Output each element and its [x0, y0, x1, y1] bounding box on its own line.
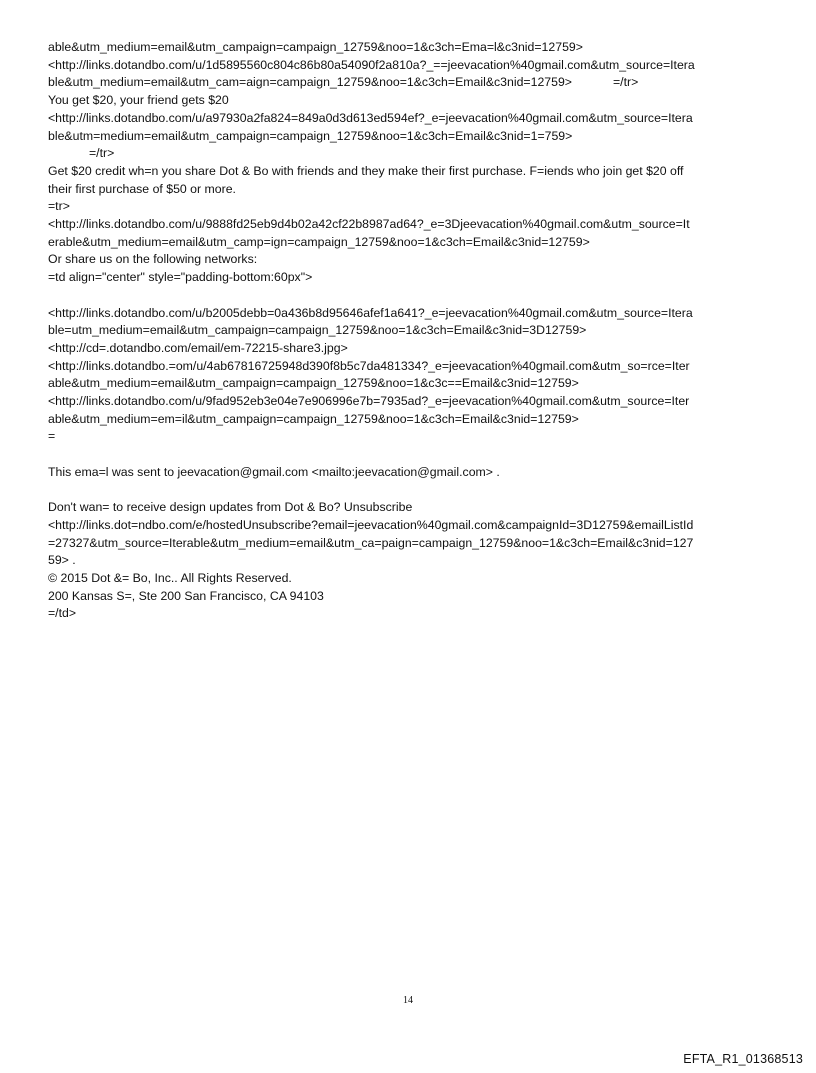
text-line: Or share us on the following networks:: [48, 252, 258, 267]
text-line: able&utm_medium=email&utm_campaign=campaign_12759&noo=1&c3c==Email&c3nid=12759>: [48, 376, 579, 391]
image-link[interactable]: <http://cd=.dotandbo.com/email/em-72215-share3.jpg>: [48, 340, 348, 355]
text-line: able&utm_medium=em=il&utm_campaign=campaign_12759&noo=1&c3ch=Email&c3nid=12759>: [48, 411, 579, 426]
text-line: ble&utm_medium=email&utm_cam=aign=campaign_12759&noo=1&c3ch=Email&c3nid=12759> =/tr>: [48, 75, 639, 90]
text-line: =/td>: [48, 606, 77, 621]
blank-line: [48, 482, 778, 500]
blank-line: [48, 287, 778, 305]
address-line: 200 Kansas S=, Ste 200 San Francisco, CA 94103: [48, 588, 324, 603]
text-line: =tr>: [48, 199, 70, 214]
tracking-link[interactable]: <http://links.dotandbo.com/u/a97930a2fa824=849a0d3d613ed594ef?_e=jeevacation%40gmail.com&utm_source=Itera: [48, 110, 693, 125]
copyright-line: © 2015 Dot &= Bo, Inc.. All Rights Reserved.: [48, 571, 292, 586]
text-line: their first purchase of $50 or more.: [48, 181, 236, 196]
unsubscribe-prompt: Don't wan= to receive design updates from Dot & Bo? Unsubscribe: [48, 500, 413, 515]
text-line: 59> .: [48, 553, 76, 568]
text-line: ble=utm_medium=email&utm_campaign=campaign_12759&noo=1&c3ch=Email&c3nid=3D12759>: [48, 323, 587, 338]
text-line: erable&utm_medium=email&utm_camp=ign=campaign_12759&noo=1&c3ch=Email&c3nid=12759>: [48, 234, 590, 249]
unsubscribe-link[interactable]: <http://links.dot=ndbo.com/e/hostedUnsubscribe?email=jeevacation%40gmail.com&campaignId=3D12759&emailListId: [48, 517, 694, 532]
text-line: =/tr>: [48, 146, 115, 161]
text-line: able&utm_medium=email&utm_campaign=campaign_12759&noo=1&c3ch=Ema=l&c3nid=12759>: [48, 40, 583, 54]
text-line: =td align="center" style="padding-bottom:60px">: [48, 270, 313, 285]
text-line: =: [48, 429, 56, 444]
tracking-link[interactable]: <http://links.dotandbo.com/u/b2005debb=0a436b8d95646afef1a641?_e=jeevacation%40gmail.com&utm_source=Itera: [48, 305, 693, 320]
tracking-link[interactable]: <http://links.dotandbo.com/u/1d5895560c804c86b80a54090f2a810a?_==jeevacation%40gmail.com&utm_source=Itera: [48, 57, 695, 72]
text-line: You get $20, your friend gets $20: [48, 93, 229, 108]
tracking-link[interactable]: <http://links.dotandbo.=om/u/4ab67816725948d390f8b5c7da481334?_e=jeevacation%40gmail.com&utm_so=rce=Iter: [48, 358, 690, 373]
tracking-link[interactable]: <http://links.dotandbo.com/u/9fad952eb3e04e7e906996e7b=7935ad?_e=jeevacation%40gmail.com&utm_source=Iter: [48, 394, 690, 409]
recipient-notice: This ema=l was sent to jeevacation@gmail.com <mailto:jeevacation@gmail.com> .: [48, 464, 500, 479]
tracking-link[interactable]: <http://links.dotandbo.com/u/9888fd25eb9d4b02a42cf22b8987ad64?_e=3Djeevacation%40gmail.com&utm_source=It: [48, 217, 690, 232]
page-number: 14: [403, 995, 413, 1006]
bates-number: EFTA_R1_01368513: [683, 1052, 803, 1066]
text-line: Get $20 credit wh=n you share Dot & Bo with friends and they make their first purchase. F=iends who join get $20 off: [48, 163, 684, 178]
blank-line: [48, 446, 778, 464]
text-line: ble&utm=medium=email&utm_campaign=campaign_12759&noo=1&c3ch=Email&c3nid=1=759>: [48, 128, 573, 143]
email-body-text: [48, 39, 778, 623]
text-line: =27327&utm_source=Iterable&utm_medium=email&utm_ca=paign=campaign_12759&noo=1&c3ch=Email&c3nid=127: [48, 535, 694, 550]
